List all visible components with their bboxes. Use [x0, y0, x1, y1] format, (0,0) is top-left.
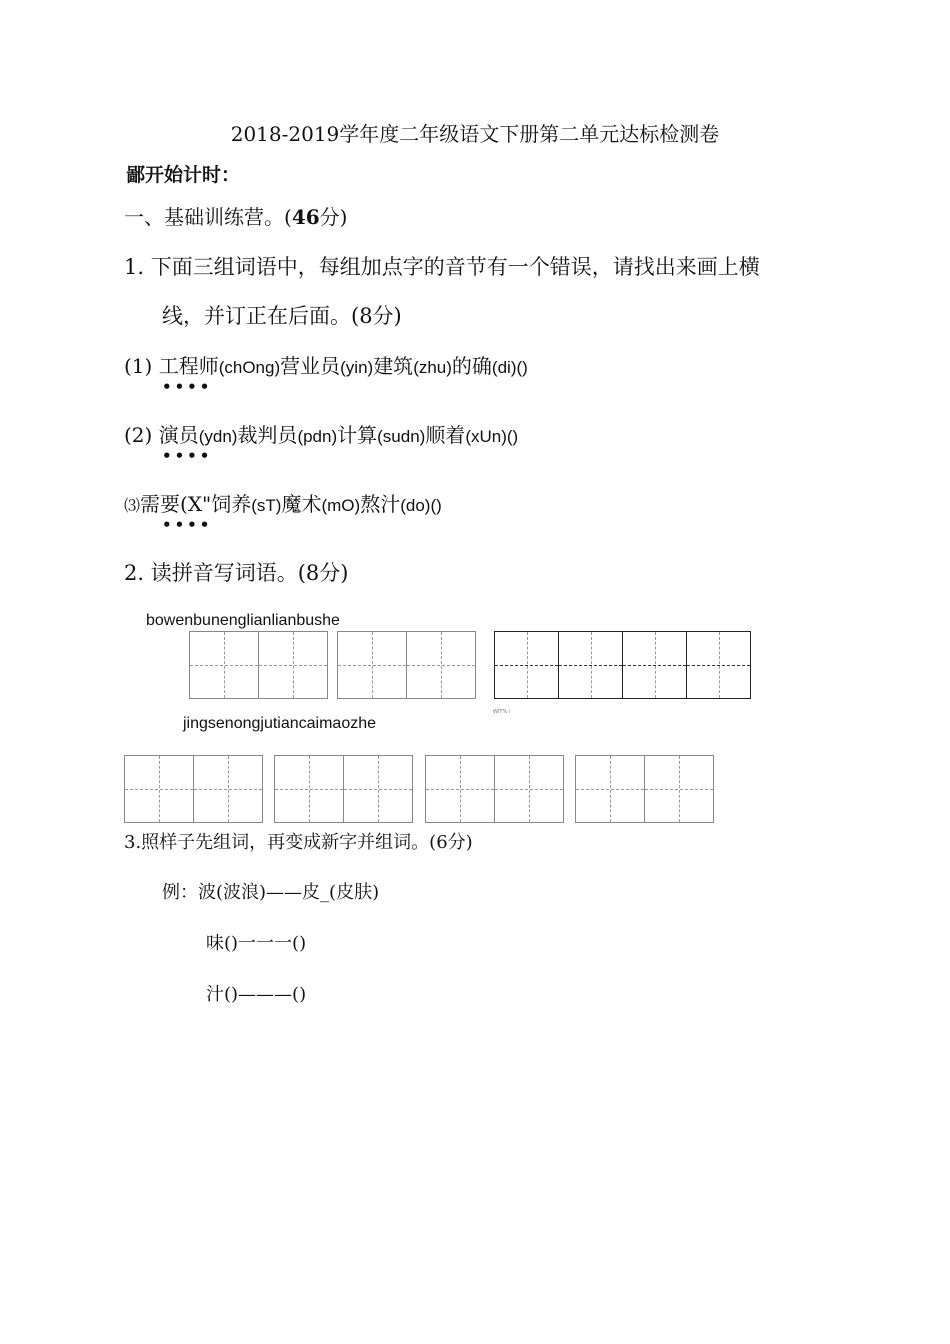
grid-cell[interactable]: [189, 631, 259, 699]
question-3-label: 3.照样子先组词，再变成新字并组词。(6分): [124, 832, 473, 853]
grid-cell[interactable]: [558, 631, 623, 699]
grid-cell[interactable]: [258, 631, 328, 699]
pinyin-prompt-1: bowenbunenglianlianbushe: [146, 612, 340, 629]
grid-cell[interactable]: [343, 755, 413, 823]
writing-grid-3[interactable]: [494, 631, 751, 699]
grid-cell[interactable]: [193, 755, 263, 823]
writing-grid-5[interactable]: [274, 755, 413, 823]
pinyin: (ydn): [198, 427, 238, 446]
writing-grid-2[interactable]: [337, 631, 476, 699]
grid-cell[interactable]: [622, 631, 687, 699]
question-3-example: 例：波(波浪)——皮_(皮肤): [162, 882, 380, 903]
grid-cell[interactable]: [337, 631, 407, 699]
word: 魔术: [281, 492, 322, 516]
small-note: WIT% i: [493, 709, 511, 715]
section-suffix: 分): [319, 205, 348, 229]
writing-grid-1[interactable]: [189, 631, 328, 699]
section-heading: [124, 201, 347, 230]
question-1-item-1: [124, 350, 528, 379]
grid-cell[interactable]: [494, 755, 564, 823]
question-3-line-2[interactable]: 汁()———(): [206, 984, 307, 1005]
question-1-line2: 线，并订正在后面。(8分): [162, 304, 402, 328]
page-title: 2018-2019学年度二年级语文下册第二单元达标检测卷: [230, 122, 720, 146]
writing-grid-4[interactable]: [124, 755, 263, 823]
grid-cell[interactable]: [575, 755, 645, 823]
word: 建筑: [373, 354, 414, 378]
grid-cell[interactable]: [494, 631, 559, 699]
grid-cell[interactable]: [644, 755, 714, 823]
pinyin: (yin): [340, 358, 374, 377]
word: 顺着: [425, 423, 466, 447]
word: 的确: [451, 354, 492, 378]
answer-blank[interactable]: (): [506, 427, 519, 446]
writing-grid-7[interactable]: [575, 755, 714, 823]
word: 裁判员: [237, 423, 298, 447]
item-number: ⑶: [124, 496, 141, 515]
word: 演员: [158, 423, 199, 447]
pinyin: (xUn): [465, 427, 507, 446]
question-1-item-2: [124, 419, 518, 448]
word: 饲养: [211, 492, 252, 516]
answer-blank[interactable]: (): [430, 496, 442, 515]
pinyin: (zhu): [413, 358, 452, 377]
pinyin: (sT): [251, 496, 282, 515]
question-1-item-3: [124, 488, 442, 517]
section-score: 46: [291, 205, 320, 229]
grid-cell[interactable]: [124, 755, 194, 823]
pinyin-prompt-2: jingsenongjutiancaimaozhe: [183, 715, 377, 732]
answer-blank[interactable]: (): [516, 358, 528, 377]
emphasis-dots: ••••: [162, 516, 213, 534]
grid-cell[interactable]: [686, 631, 751, 699]
pinyin: (do): [400, 496, 431, 515]
grid-cell[interactable]: [274, 755, 344, 823]
writing-grid-6[interactable]: [425, 755, 564, 823]
grid-cell[interactable]: [425, 755, 495, 823]
word: 营业员: [280, 354, 341, 378]
item-number: (2): [124, 423, 153, 447]
timer-label: 鄙开始计时：: [126, 164, 241, 186]
question-1-line1: 1. 下面三组词语中，每组加点字的音节有一个错误，请找出来画上横: [124, 255, 760, 279]
word: 计算: [337, 423, 378, 447]
item-number: (1): [124, 354, 153, 378]
pinyin: (sudn): [377, 427, 426, 446]
question-2-label: 2. 读拼音写词语。(8分): [124, 561, 349, 585]
pinyin: (chOng): [218, 358, 281, 377]
pinyin: (mO): [321, 496, 361, 515]
pinyin: (di): [491, 358, 517, 377]
word: 熬汁: [360, 492, 401, 516]
pinyin: (X": [180, 492, 212, 516]
word: 需要: [140, 492, 181, 516]
grid-cell[interactable]: [406, 631, 476, 699]
word: 工程师: [158, 354, 219, 378]
emphasis-dots: ••••: [162, 447, 213, 465]
question-3-line-1[interactable]: 味()一一一(): [206, 933, 307, 954]
pinyin: (pdn): [297, 427, 338, 446]
section-prefix: 一、基础训练营。(: [124, 205, 292, 229]
emphasis-dots: ••••: [162, 378, 213, 396]
